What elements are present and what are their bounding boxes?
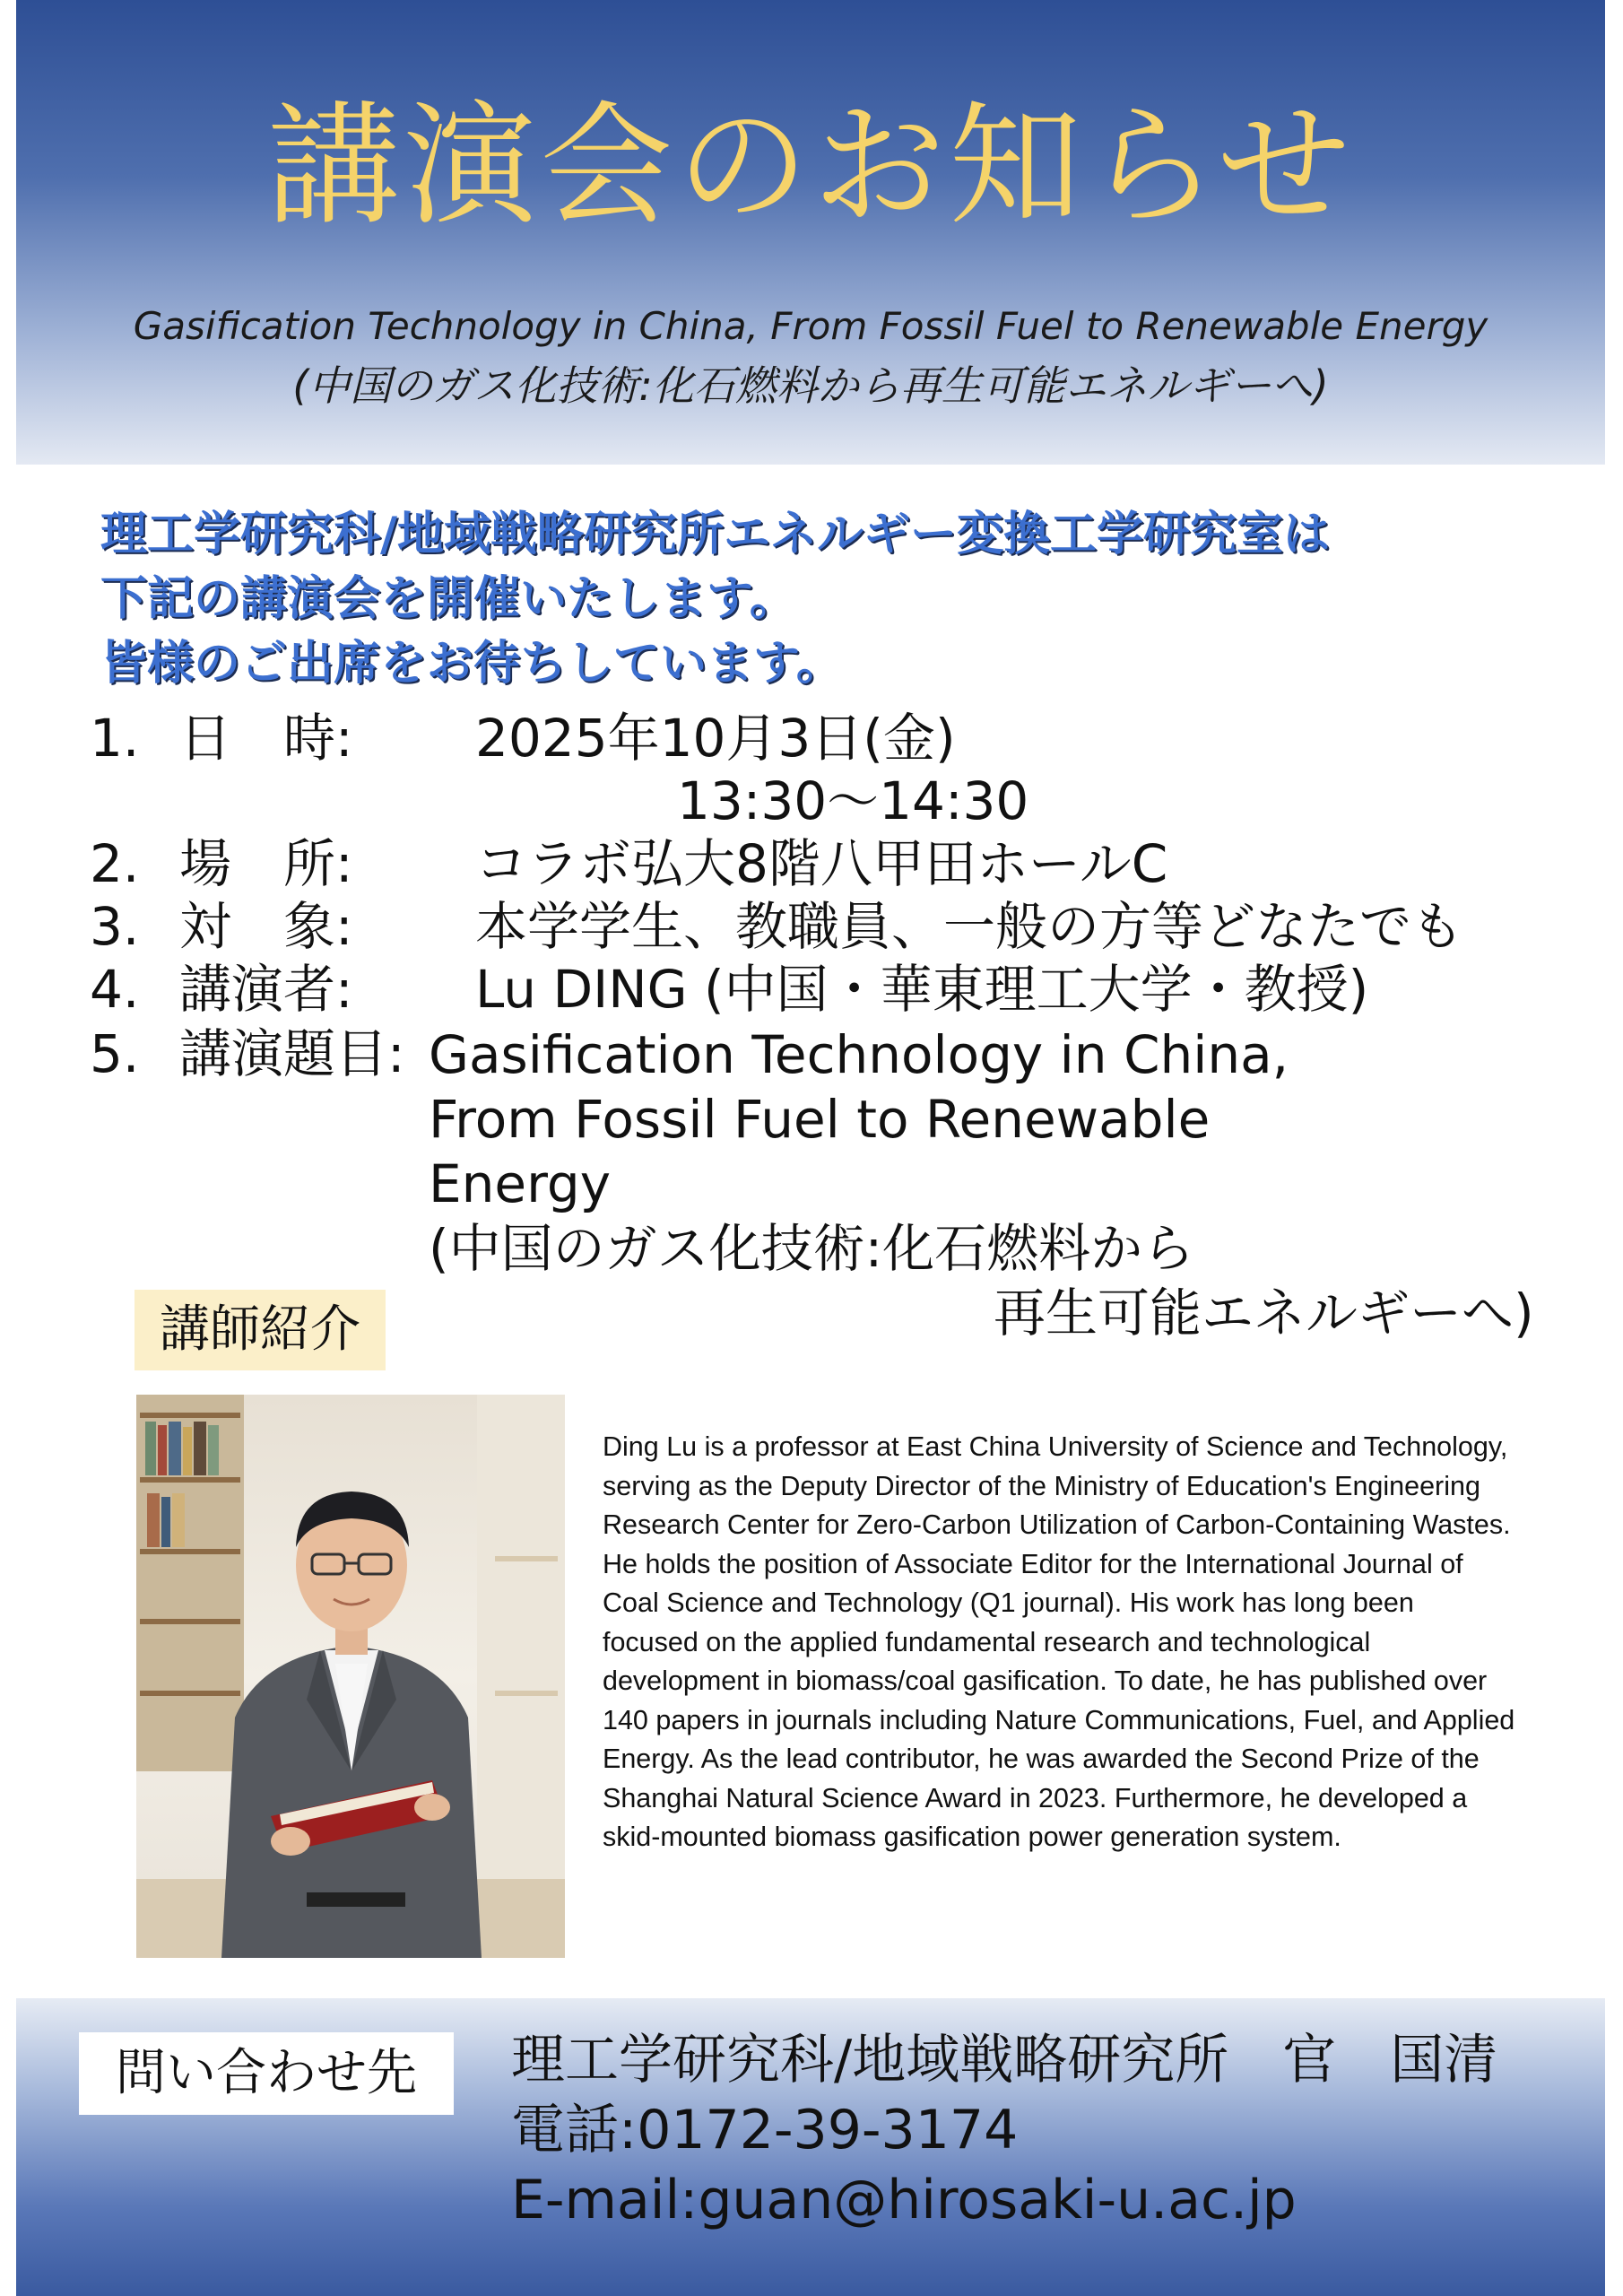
contact-phone: 電話:0172-39-3174	[511, 2099, 1019, 2161]
lecturer-label: 講師紹介	[135, 1290, 386, 1370]
intro-text	[100, 502, 1553, 696]
detail-speaker	[90, 958, 1368, 1021]
detail-label: 対 象:	[179, 896, 353, 957]
contact-footer	[16, 1998, 1605, 2296]
lecturer-bio: Ding Lu is a professor at East China University of Science and Technology, serving as the Deputy Director of the Ministry of Education's Engineering Research Center for Zero-Carbon Utilization of Carbon-Containing Wastes. He holds the position of Associate Editor for the International Journal of Coal Science and Technology (Q1 journal). His work has long been focused on the applied fundamental research and technological development in biomass/coal gasification. To date, he has published over 140 papers in journals including Nature Communications, Fuel, and Applied Energy. As the lead contributor, he was awarded the Second Prize of the Shanghai Natural Science Award in 2023. Furthermore, he developed a skid-mounted biomass gasification power generation system.	[603, 1431, 1515, 1852]
lecture-title-line: Gasification Technology in China,	[429, 1024, 1289, 1085]
page-title: 講演会のお知らせ	[267, 89, 1354, 243]
contact-organization: 理工学研究科/地域戦略研究所 官 国清	[511, 2029, 1498, 2092]
detail-value: Lu DING (中国・華東理工大学・教授)	[475, 959, 1369, 1020]
header-banner	[16, 0, 1605, 465]
detail-target	[90, 895, 1463, 958]
lecture-title-line: (中国のガス化技術:化石燃料から	[429, 1218, 1195, 1279]
subtitle-english: Gasification Technology in China, From Fossil Fuel to Renewable Energy	[133, 304, 1488, 348]
contact-email[interactable]: E-mail:guan@hirosaki-u.ac.jp	[511, 2169, 1297, 2231]
detail-place	[90, 832, 1167, 895]
lecture-title	[429, 1022, 1549, 1345]
detail-time: 13:30〜14:30	[677, 770, 1029, 831]
detail-value: 2025年10月3日(金)	[475, 708, 956, 769]
detail-label: 講演者:	[179, 959, 353, 1020]
speaker-photo-illustration	[136, 1395, 565, 1958]
detail-number: 2.	[90, 833, 140, 894]
detail-number: 4.	[90, 959, 140, 1020]
speaker-photo	[136, 1395, 565, 1958]
contact-info	[511, 2025, 1497, 2235]
detail-number: 1.	[90, 708, 140, 769]
intro-line: 皆様のご出席をお待ちしています。	[100, 637, 843, 691]
detail-title	[90, 1022, 405, 1085]
detail-label: 場 所:	[179, 833, 353, 894]
lecture-title-line: From Fossil Fuel to Renewable	[429, 1089, 1211, 1150]
contact-label: 問い合わせ先	[79, 2032, 454, 2115]
detail-label: 日 時:	[179, 708, 353, 769]
lecture-title-line: 再生可能エネルギーへ)	[994, 1283, 1534, 1344]
detail-label: 講演題目:	[179, 1023, 405, 1084]
detail-number: 5.	[90, 1023, 140, 1084]
intro-line: 下記の講演会を開催いたします。	[100, 572, 796, 626]
detail-value: 本学学生、教職員、一般の方等どなたでも	[475, 896, 1464, 957]
lecture-title-line: Energy	[429, 1153, 612, 1214]
detail-date	[90, 707, 956, 770]
detail-value: コラボ弘大8階八甲田ホールC	[475, 833, 1168, 894]
intro-line: 理工学研究科/地域戦略研究所エネルギー変換工学研究室は	[100, 508, 1330, 561]
subtitle-japanese: (中国のガス化技術:化石燃料から再生可能エネルギーへ)	[292, 361, 1329, 410]
detail-number: 3.	[90, 896, 140, 957]
